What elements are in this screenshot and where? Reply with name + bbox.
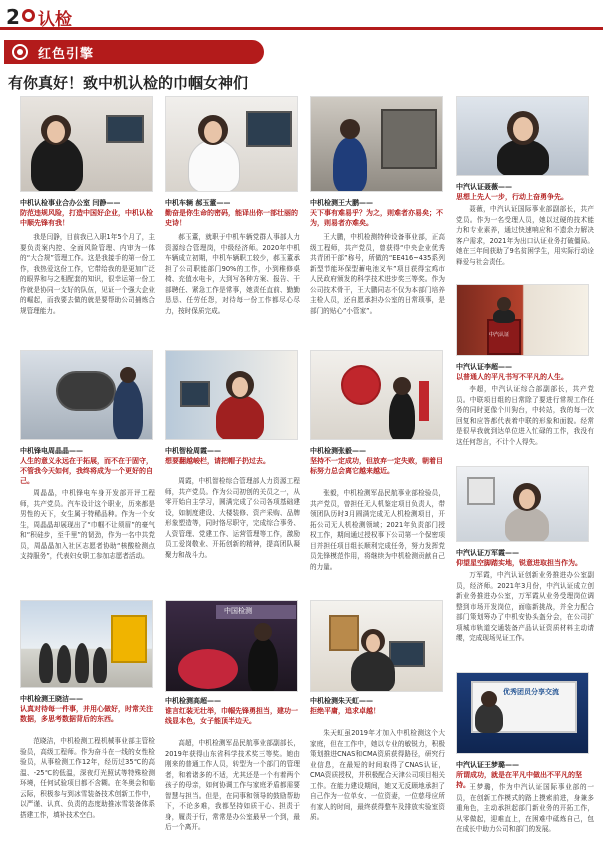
photo-flowers-stage [165,600,298,692]
screen-caption: 优秀团员分享交流 [503,688,559,696]
photo-award-speech [310,350,443,440]
profile-body-3: 王大鹏，中机检测特种设备事业部，正高级工程师，共产党员，曾获得“中央企业优秀共青团干部”称号，所做的“EE416~435系列新型节能环保型蓄电池叉车”项目获得宝鸡市人民政府颁发的科学技术进步奖三等奖。作为公司技术骨干，王大鹏同志不仅为本部门培养主检人员，还自愿承担办公室的日常琐事，是部门的贴心“小管家”。 [310,233,445,315]
profile-body-6: 周晶晶，中机锋电车身开发部开评工程师，共产党员。汽车设计这个职业，历来都是男性的天下，女生属于特稀品种。作为一个女生，周晶晶却展现出了“巾帼不让须眉”的豪气和“积硅步，至千里”的韧劲，作为一名中共党员，周晶晶加入社区志愿者协助“核酸检测点支持服务”，代表妇女职工参加志愿者活动。 [20,489,155,560]
profile-name-5: 中汽认证李超—— [456,363,512,371]
photo-outdoor-team [20,600,153,688]
profile-body-2: 郝玉董，就职于中机车辆党群人事部人力资源综合管理岗，中级经济师。2020年中机车辆成立初期，中机车辆职工较少，郝玉董承担了公司职能部门90%的工作，小到稚修桌椅、充值水电卡，大到写各种方案、报告、干部聘任、紧急工作是常事，她责任直前、勤勤恳恳、任劳任怨，对待每一份工作都尽心尽力，按时保质完成。 [165,233,300,315]
profile-name-12: 中机检测朱天虹—— [310,697,373,705]
banner-label: 红色引擎 [38,47,95,62]
profile-quote-5: 以普通人的平凡书写不平凡的人生。 [456,373,568,381]
article-headline: 有你真好！致中机认检的巾帼女神们 [8,74,249,92]
profile-quote-13: 所谓成功，就是在平凡中做出不平凡的坚持。 [456,771,582,789]
profile-name-4: 中汽认证聂薇—— [456,183,512,191]
page-header [0,0,603,30]
photo-laptop-desk [310,600,443,692]
profile-body-7: 周霞，中机智检综合管理部人力资源工程师，共产党员。作为公司初创的关员之一，从零开始自主学习，圆满完成了公司各项基础建设，如制度建设、大楼装修、资产采购、品牌形象塑造等，同时恪尽职守，完成综合事务、人资管理、党建工作、运营管理等工作，激励员工爱岗敬业、开拓创新的精神，提高团队凝聚力和战斗力。 [165,477,300,559]
profile-name-2: 中机车辆 郝玉董—— [165,199,231,207]
sign-text: 中国检测 [224,607,252,615]
profile-quote-4: 思想上先人一步，行动上奋勇争先。 [456,193,568,201]
profile-body-10: 范晓洁，中机检测工程机械事业部主管检验员，高级工程师。作为奋斗在一线的女性检验员，从事检测工作12年，经历过35℃的高温、-25℃的低温，深夜灯光照试等特殊检测环境，任何试验项目都不含糊。在冬奥会和临云际，积极参与到冰雪装备技术创新工作中，以严谨、认真、负责的态度助推冰雪装备体系搭建工作，填补技术空白。 [20,737,155,819]
profile-name-7: 中机智检周霞—— [165,447,221,455]
profile-name-13: 中汽认证王梦璐—— [456,761,519,769]
photo-office-window [165,350,298,440]
lectern-caption: 中汽认证 [489,332,510,338]
profile-body-1: 我是闫静，目前我已入职1年5个月了，主要负责案内控、全面风险管理、内审为一体的“大合规”管理工作。这是我接手的第一份工作，我热爱这份工作，它带给我的是更加广泛的眼界和与之相配套的知识，很幸运第一份工作就是协同一支好的队伍，见证一个强大企业的崛起，而我要去做的就是要帮助公司捕炼合规管理能力。 [20,233,155,315]
profile-quote-3: 天下事有难易乎？为之，则难者亦易矣；不为，则易者亦难矣。 [310,209,443,227]
section-name: 认检 [38,10,72,30]
profile-quote-12: 拒绝平庸，追求卓越！ [310,707,380,715]
photo-desk-smile [456,466,589,542]
profile-body-5: 李超，中汽认证综合部副部长，共产党员。中联项目组的日常除了要进行常规工作任务的同时更像个川狗台，中转站，我的每一次回复和应答都代表着中联的形象和面貌。经常是很早我就到达单位进入忙碌的工作，我没有这任何怨言，不计个人得失。 [456,385,594,446]
page-number: 2 [6,5,20,29]
profile-quote-6: 人生的意义永远在于拓展，而不在于固守，不管我今天如何，我终将成为一个更好的自己。 [20,457,153,485]
profile-name-9: 中汽认证万军霞—— [456,549,519,557]
badge-icon [12,44,28,60]
profile-name-3: 中机检测王大鹏—— [310,199,373,207]
profile-body-9: 万军霞，中汽认证创新业务推进办公室副员，经济师。2021年3月份，中汽认证成立创新业务推进办公室，万军霞从业务受理岗位调整到市场开发岗位，面临新挑战，并全力配合部门策划筹办了中机安协头盔分会，在公司扩项城市轨道交通装备产品认证资质材料主动请缨，完成现场见证工作。 [456,571,594,642]
profile-body-8: 张毅，中机检测军品民航事业部检验员，共产党员，曾担任无人机鉴定项目负责人，带领团队历时3月圆满完成无人机检测项目，开拓公司无人机检测领域；2021年负责部门授权工作，期间通过授权事下公司第一个保密项目并担任项目组长顺利完成任务，努力发挥党员先锋模范作用，将继续为中机检测贡献自己的力量。 [310,489,445,571]
photo-lectern [456,284,589,356]
profile-name-10: 中机检测王晓洁—— [20,695,83,703]
photo-factory [310,96,443,192]
photo-presentation-screen [456,672,589,754]
profile-body-11: 高超，中机检测军品民航事业部副部长，2019年获得山东省科学技术奖三等奖。她由刚来的普通工作人员，转型为一个部门的管理者，和着诸多的不适，尤其还是一个有着两个孩子的母亲，如何协调工作与家庭矛盾都需要智慧与担当。但是，在同事和领导的鼓励帮助下，不论多难，我都坚持如质干心、担责于身，履责于行，常常是办公室最早一个到，最后一个离开。 [165,739,300,831]
photo-monitor-desk [165,96,298,192]
profile-quote-9: 仰望星空脚踏实地，锐意进取担当作为。 [456,559,582,567]
profile-quote-7: 想要翻越峻栏，请把帽子扔过去。 [165,457,270,465]
photo-vehicle-shop [20,350,153,440]
profile-quote-11: 谁言红装无壮举，巾帼先锋勇担当，建功一线显本色，女子能顶半边天。 [165,707,298,725]
profile-quote-10: 认真对待每一件事，并用心做好，时常关注数据，多思考数据背后的东西。 [20,705,153,723]
profile-name-11: 中机检测高超—— [165,697,221,705]
logo-icon [22,9,35,22]
profile-body-13: 王梦璐，作为中汽认证国际事业部的一员，在创新工作模式的路上摸索前进，身兼多重角色，主动承担起部门新业务的开拓工作，从零做起，迎难直上，在困难中砥炼自己，包在成长中助力公司和部门的发展。 [456,783,594,833]
profile-name-8: 中机检测张毅—— [310,447,366,455]
profile-name-6: 中机锋电周晶晶—— [20,447,83,455]
profile-quote-2: 勤奋是你生命的密码，能译出你一部壮丽的史诗！ [165,209,298,227]
photo-office-desk [20,96,153,192]
profile-body-12: 朱天虹虽2019年才加入中机检测这个大家庭，但在工作中，她以专业的敏锐力，积极策划推进CNAS和CMA资质获得路径，研究行业信息，在最短的时间取得了CNAS认证，CMA资质授权，并积极配合天津公司项目相关工作。在能力建设期间，她又无反顾地承担了自己作为一位单女、一位资妻，一位慈母应所有家人的时间，最终获得整车及排放实验室资质。 [310,729,445,821]
profile-name-1: 中机认检事业合办公室 闫静—— [20,199,121,207]
photo-portrait [456,96,589,176]
profile-quote-1: 防范违规风险，打造中国好企业，中机认检中顺先锋有我！ [20,209,153,227]
profile-quote-8: 坚持不一定成功，但放弃一定失败，朝着目标努力总会离它越来越近。 [310,457,443,475]
column-banner [4,40,264,64]
profile-body-4: 聂薇，中汽认证国际事业部副部长，共产党员。作为一名受理人员，她以过硬的技术能力和专业素养，通过快速响应和不遗余力解决客户需求，2021年为出口认证业务打破僵局。她在三年间获助了9名贫困学生，用实际行动诠释爱与社会责任。 [456,205,594,266]
